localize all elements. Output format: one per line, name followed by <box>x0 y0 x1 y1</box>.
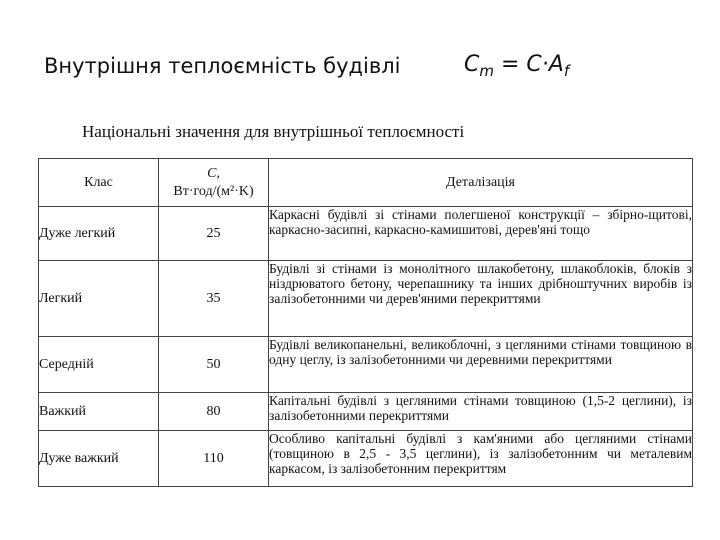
formula-equals-c: = C <box>494 52 542 77</box>
table-header-row <box>39 159 693 207</box>
formula-c-subscript: m <box>479 62 494 80</box>
formula-c: C <box>464 52 480 77</box>
row-details: Будівлі великопанельні, великоблочні, з цегляними стінами товщиною в одну цеглу, із залізобетонними чи деревними перекриттями <box>269 337 693 393</box>
header-c-symbol: C, <box>207 165 220 181</box>
row-class: Легкий <box>39 261 159 337</box>
formula-dot: · <box>541 52 549 77</box>
row-details: Особливо капітальні будівлі з кам'яними або цегляними стінами (товщиною в 2,5 - 3,5 цеглини), із залізобетонним чи металевим каркасом, із залізобетонним перекриттям <box>269 431 693 487</box>
table-row <box>39 207 693 261</box>
header-heat-capacity <box>159 159 269 207</box>
table-row <box>39 431 693 487</box>
heat-capacity-table <box>38 158 693 487</box>
heat-capacity-formula <box>464 52 569 80</box>
row-class: Важкий <box>39 393 159 431</box>
row-value: 80 <box>159 393 269 431</box>
row-class: Дуже важкий <box>39 431 159 487</box>
formula-a-subscript: f <box>563 62 570 80</box>
table-row <box>39 261 693 337</box>
row-class: Середній <box>39 337 159 393</box>
header-c-unit: Вт·год/(м²·K) <box>173 183 254 199</box>
row-details: Капітальні будівлі з цегляними стінами товщиною (1,5-2 цеглини), із залізобетонними перекриттями <box>269 393 693 431</box>
formula-a: A <box>548 52 564 77</box>
row-details: Каркасні будівлі зі стінами полегшеної конструкції – збірно-щитові, каркасно-засипні, каркасно-камишитові, дерев'яні тощо <box>269 207 693 261</box>
table-caption: Національні значення для внутрішньої теплоємності <box>82 122 465 141</box>
row-value: 35 <box>159 261 269 337</box>
row-details: Будівлі зі стінами із монолітного шлакобетону, шлакоблоків, блоків з ніздрюватого бетону, черепашнику та інших дрібноштучних виробів із залізобетонними чи дерев'яними перекриттями <box>269 261 693 337</box>
header-class: Клас <box>39 159 159 207</box>
header-details: Деталізація <box>269 159 693 207</box>
row-value: 50 <box>159 337 269 393</box>
slide-title: Внутрішня теплоємність будівлі <box>44 54 401 78</box>
table-row <box>39 393 693 431</box>
row-value: 25 <box>159 207 269 261</box>
row-class: Дуже легкий <box>39 207 159 261</box>
row-value: 110 <box>159 431 269 487</box>
table-row <box>39 337 693 393</box>
